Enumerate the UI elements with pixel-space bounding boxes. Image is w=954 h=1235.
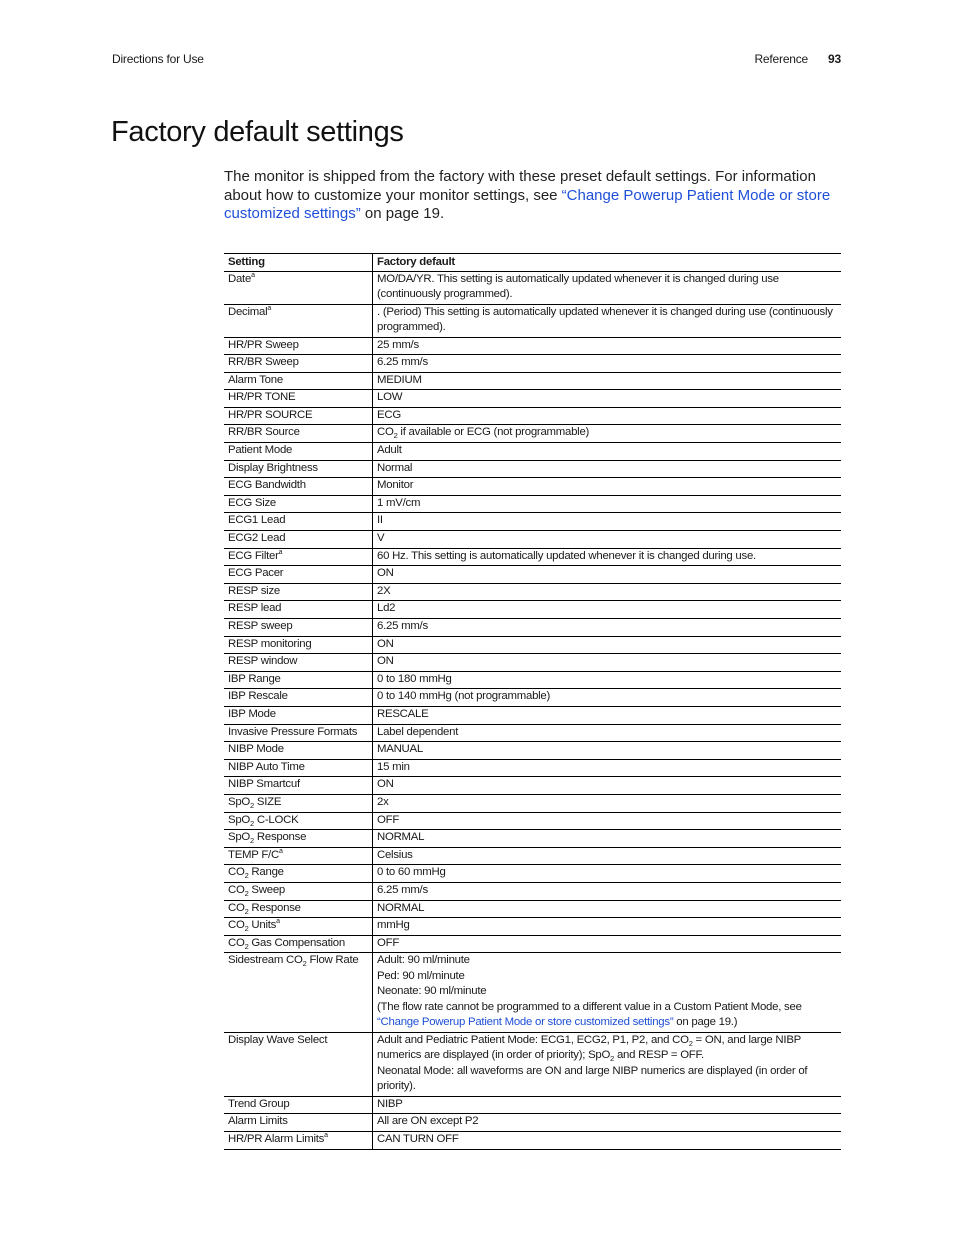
table-row bbox=[224, 390, 841, 408]
subscript: 2 bbox=[250, 800, 254, 810]
footnote-marker: a bbox=[251, 271, 255, 279]
setting-name-cell: ECG Size bbox=[224, 495, 373, 513]
table-row bbox=[224, 777, 841, 795]
subscript: 2 bbox=[393, 431, 398, 441]
running-header-right bbox=[754, 52, 841, 66]
factory-default-cell: $CO_2$ if available or ECG (not programmable) bbox=[373, 425, 842, 443]
factory-default-cell: ECG bbox=[373, 407, 842, 425]
table-row bbox=[224, 742, 841, 760]
setting-name-cell: Display Brightness bbox=[224, 460, 373, 478]
table-row bbox=[224, 495, 841, 513]
table-row bbox=[224, 953, 841, 1033]
table-row bbox=[224, 654, 841, 672]
table-row bbox=[224, 812, 841, 830]
factory-default-cell: II bbox=[373, 513, 842, 531]
factory-defaults-table bbox=[224, 253, 841, 1150]
setting-name-cell: IBP Range bbox=[224, 671, 373, 689]
factory-default-cell: ON bbox=[373, 566, 842, 584]
setting-name-cell: HR/PR Alarm Limits$^a$ bbox=[224, 1131, 373, 1149]
setting-name-cell: RESP sweep bbox=[224, 619, 373, 637]
setting-name-cell: RESP window bbox=[224, 654, 373, 672]
factory-default-cell: ON bbox=[373, 654, 842, 672]
factory-default-cell: NORMAL bbox=[373, 900, 842, 918]
page-title: Factory default settings bbox=[111, 116, 404, 148]
setting-name-cell: NIBP Smartcuf bbox=[224, 777, 373, 795]
page-number: 93 bbox=[828, 52, 841, 66]
setting-name-cell: $CO_2$ Sweep bbox=[224, 882, 373, 900]
setting-name-cell: RR/BR Source bbox=[224, 425, 373, 443]
table-row bbox=[224, 566, 841, 584]
setting-name-cell: HR/PR Sweep bbox=[224, 337, 373, 355]
factory-default-cell: Adult and Pediatric Patient Mode: ECG1, ECG2, P1, P2, and $CO_2$ = ON, and large NIBP numerics are displayed (in order of priority); SpO$_2$ and RESP = OFF. Neonatal Mode: all waveforms are ON and large NIBP numerics are displayed (in order of priority). bbox=[373, 1032, 842, 1096]
table-row bbox=[224, 706, 841, 724]
factory-default-cell: Label dependent bbox=[373, 724, 842, 742]
table-header-row bbox=[224, 254, 841, 272]
factory-default-cell: LOW bbox=[373, 390, 842, 408]
factory-default-cell: 0 to 180 mmHg bbox=[373, 671, 842, 689]
setting-name-cell: Date$^a$ bbox=[224, 271, 373, 304]
factory-default-cell: CAN TURN OFF bbox=[373, 1131, 842, 1149]
factory-default-cell: 60 Hz. This setting is automatically updated whenever it is changed during use. bbox=[373, 548, 842, 566]
table-row bbox=[224, 460, 841, 478]
setting-name-cell: Alarm Tone bbox=[224, 372, 373, 390]
setting-name-cell: RESP size bbox=[224, 583, 373, 601]
setting-name-cell: SpO$_2$ C-LOCK bbox=[224, 812, 373, 830]
table-row bbox=[224, 865, 841, 883]
setting-name-cell: ECG Filter$^a$ bbox=[224, 548, 373, 566]
table-row bbox=[224, 636, 841, 654]
setting-name-cell: $CO_2$ Gas Compensation bbox=[224, 935, 373, 953]
table-row bbox=[224, 513, 841, 531]
setting-name-cell: IBP Rescale bbox=[224, 689, 373, 707]
table-row bbox=[224, 583, 841, 601]
footnote-marker: a bbox=[324, 1131, 328, 1139]
table-row bbox=[224, 355, 841, 373]
setting-name-cell: Decimal$^a$ bbox=[224, 304, 373, 337]
factory-default-cell: 2x bbox=[373, 794, 842, 812]
setting-name-cell: SpO$_2$ Response bbox=[224, 830, 373, 848]
column-header-factory-default: Factory default bbox=[373, 254, 842, 272]
subscript: 2 bbox=[244, 888, 249, 898]
table-row bbox=[224, 304, 841, 337]
factory-default-cell: V bbox=[373, 531, 842, 549]
subscript: 2 bbox=[610, 1054, 615, 1064]
factory-default-cell: Adult: 90 ml/minute Ped: 90 ml/minute Neonate: 90 ml/minute (The flow rate cannot be programmed to a different value in a Custom Patient Mode, see “Change Powerup Patient Mode or store customized settings” on page 19.) bbox=[373, 953, 842, 1033]
footnote-marker: a bbox=[278, 847, 283, 855]
table-row bbox=[224, 759, 841, 777]
table-row bbox=[224, 548, 841, 566]
setting-name-cell: Trend Group bbox=[224, 1096, 373, 1114]
factory-default-cell: 15 min bbox=[373, 759, 842, 777]
setting-name-cell: Display Wave Select bbox=[224, 1032, 373, 1096]
table-row bbox=[224, 337, 841, 355]
factory-default-cell: 1 mV/cm bbox=[373, 495, 842, 513]
table-row bbox=[224, 794, 841, 812]
subscript: 2 bbox=[302, 959, 307, 969]
setting-name-cell: Alarm Limits bbox=[224, 1114, 373, 1132]
table-row bbox=[224, 1114, 841, 1132]
factory-default-cell: Ld2 bbox=[373, 601, 842, 619]
setting-name-cell: HR/PR TONE bbox=[224, 390, 373, 408]
setting-name-cell: Invasive Pressure Formats bbox=[224, 724, 373, 742]
factory-default-cell: MANUAL bbox=[373, 742, 842, 760]
table-row bbox=[224, 830, 841, 848]
setting-name-cell: NIBP Mode bbox=[224, 742, 373, 760]
intro-text: The monitor is shipped from the factory with these preset default settings. For information about how to customize your monitor settings, see bbox=[224, 168, 816, 204]
table-row bbox=[224, 619, 841, 637]
setting-name-cell: $CO_2$ Units$^a$ bbox=[224, 918, 373, 936]
factory-default-cell: 2X bbox=[373, 583, 842, 601]
setting-name-cell: IBP Mode bbox=[224, 706, 373, 724]
factory-default-cell: . (Period) This setting is automatically updated whenever it is changed during use (continuously programmed). bbox=[373, 304, 842, 337]
table-row bbox=[224, 372, 841, 390]
subscript: 2 bbox=[250, 836, 254, 846]
setting-name-cell: $CO_2$ Response bbox=[224, 900, 373, 918]
factory-default-cell: 0 to 140 mmHg (not programmable) bbox=[373, 689, 842, 707]
subscript: 2 bbox=[244, 906, 249, 916]
table-row bbox=[224, 724, 841, 742]
factory-default-cell: 25 mm/s bbox=[373, 337, 842, 355]
running-header-left: Directions for Use bbox=[112, 52, 204, 66]
factory-default-cell: Celsius bbox=[373, 847, 842, 865]
setting-name-cell: ECG1 Lead bbox=[224, 513, 373, 531]
footnote-marker: a bbox=[276, 918, 280, 926]
table-row bbox=[224, 1032, 841, 1096]
factory-default-cell: NORMAL bbox=[373, 830, 842, 848]
table-row bbox=[224, 918, 841, 936]
setting-name-cell: ECG Bandwidth bbox=[224, 478, 373, 496]
table-row bbox=[224, 1131, 841, 1149]
column-header-setting: Setting bbox=[224, 254, 373, 272]
factory-default-cell: RESCALE bbox=[373, 706, 842, 724]
factory-default-cell: MO/DA/YR. This setting is automatically updated whenever it is changed during use (continuously programmed). bbox=[373, 271, 842, 304]
factory-default-cell: 0 to 60 mmHg bbox=[373, 865, 842, 883]
intro-text-end: on page 19. bbox=[360, 205, 445, 222]
subscript: 2 bbox=[250, 818, 254, 828]
table-body bbox=[224, 271, 841, 1149]
setting-name-cell: RESP lead bbox=[224, 601, 373, 619]
cross-reference-link[interactable]: “Change Powerup Patient Mode or store customized settings” bbox=[377, 1016, 674, 1029]
factory-default-cell: ON bbox=[373, 636, 842, 654]
setting-name-cell: Sidestream $CO_2$ Flow Rate bbox=[224, 953, 373, 1033]
factory-default-cell: ON bbox=[373, 777, 842, 795]
intro-paragraph bbox=[224, 168, 844, 224]
factory-default-cell: 6.25 mm/s bbox=[373, 619, 842, 637]
table-row bbox=[224, 689, 841, 707]
table-row bbox=[224, 671, 841, 689]
table-row bbox=[224, 847, 841, 865]
table-row bbox=[224, 935, 841, 953]
setting-name-cell: RR/BR Sweep bbox=[224, 355, 373, 373]
section-name: Reference bbox=[754, 52, 809, 66]
factory-default-cell: Adult bbox=[373, 443, 842, 461]
factory-default-cell: Normal bbox=[373, 460, 842, 478]
factory-default-cell: Monitor bbox=[373, 478, 842, 496]
table-row bbox=[224, 407, 841, 425]
setting-name-cell: $CO_2$ Range bbox=[224, 865, 373, 883]
table-row bbox=[224, 478, 841, 496]
table-row bbox=[224, 443, 841, 461]
subscript: 2 bbox=[688, 1038, 693, 1048]
table-row bbox=[224, 882, 841, 900]
intro-cross-reference-link[interactable]: “Change Powerup Patient Mode or store customized settings” bbox=[224, 186, 831, 222]
table-row bbox=[224, 425, 841, 443]
setting-name-cell: SpO$_2$ SIZE bbox=[224, 794, 373, 812]
setting-name-cell: ECG Pacer bbox=[224, 566, 373, 584]
subscript: 2 bbox=[244, 871, 249, 881]
setting-name-cell: HR/PR SOURCE bbox=[224, 407, 373, 425]
subscript: 2 bbox=[244, 941, 249, 951]
table-row bbox=[224, 601, 841, 619]
table-row bbox=[224, 271, 841, 304]
factory-default-cell: All are ON except P2 bbox=[373, 1114, 842, 1132]
footnote-marker: a bbox=[278, 548, 283, 556]
footnote-marker: a bbox=[267, 304, 272, 312]
setting-name-cell: NIBP Auto Time bbox=[224, 759, 373, 777]
factory-default-cell: OFF bbox=[373, 935, 842, 953]
setting-name-cell: ECG2 Lead bbox=[224, 531, 373, 549]
factory-default-cell: mmHg bbox=[373, 918, 842, 936]
setting-name-cell: TEMP $F/C^a$ bbox=[224, 847, 373, 865]
subscript: 2 bbox=[244, 924, 249, 934]
factory-default-cell: NIBP bbox=[373, 1096, 842, 1114]
table-row bbox=[224, 1096, 841, 1114]
factory-default-cell: OFF bbox=[373, 812, 842, 830]
setting-name-cell: Patient Mode bbox=[224, 443, 373, 461]
setting-name-cell: RESP monitoring bbox=[224, 636, 373, 654]
factory-default-cell: 6.25 mm/s bbox=[373, 355, 842, 373]
factory-default-cell: MEDIUM bbox=[373, 372, 842, 390]
factory-default-cell: 6.25 mm/s bbox=[373, 882, 842, 900]
table-row bbox=[224, 531, 841, 549]
table-row bbox=[224, 900, 841, 918]
